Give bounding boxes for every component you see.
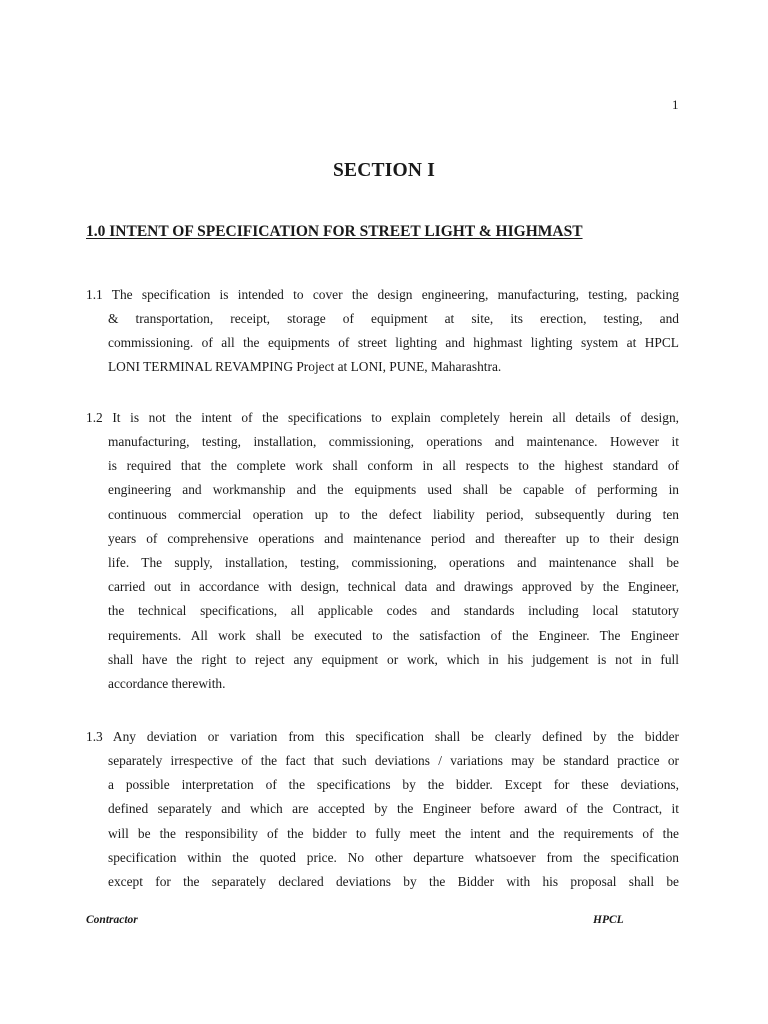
paragraph-line: LONI TERMINAL REVAMPING Project at LONI, PUNE, Maharashtra. [108,359,502,374]
footer-contractor: Contractor [86,914,138,926]
paragraph-line: manufacturing, testing, installation, commissioning, operations and maintenance. However it [108,434,679,449]
paragraph-line: is required that the complete work shall conform in all respects to the highest standard of [108,458,679,473]
paragraph-line: the technical specifications, all applicable codes and standards including local statutory [108,603,679,618]
paragraph-line: carried out in accordance with design, technical data and drawings approved by the Engineer, [108,579,679,594]
paragraph-line: 1.1 The specification is intended to cover the design engineering, manufacturing, testing, packing [86,287,679,302]
paragraph-line: requirements. All work shall be executed to the satisfaction of the Engineer. The Engineer [108,628,679,643]
paragraph-line: continuous commercial operation up to the defect liability period, subsequently during ten [108,507,679,522]
paragraph-line: years of comprehensive operations and maintenance period and thereafter up to their design [108,531,679,546]
footer-hpcl: HPCL [593,914,624,926]
paragraph-line: will be the responsibility of the bidder to fully meet the intent and the requirements of the [108,826,679,841]
paragraph-line: engineering and workmanship and the equipments used shall be capable of performing in [108,482,679,497]
section-title: SECTION I [332,160,436,181]
paragraph-line: commissioning. of all the equipments of street lighting and highmast lighting system at HPCL [108,335,679,350]
paragraph-line: specification within the quoted price. No other departure whatsoever from the specification [108,850,679,865]
paragraph-line: defined separately and which are accepted by the Engineer before award of the Contract, it [108,801,679,816]
paragraph-line: accordance therewith. [108,676,226,691]
paragraph-line: a possible interpretation of the specifications by the bidder. Except for these deviations, [108,777,679,792]
paragraph-line: life. The supply, installation, testing, commissioning, operations and maintenance shall be [108,555,679,570]
section-heading: 1.0 INTENT OF SPECIFICATION FOR STREET LIGHT & HIGHMAST [86,223,583,240]
paragraph-line: & transportation, receipt, storage of equipment at site, its erection, testing, and [108,311,679,326]
paragraph-line: except for the separately declared deviations by the Bidder with his proposal shall be [108,874,679,889]
paragraph-line: 1.3 Any deviation or variation from this specification shall be clearly defined by the bidder [86,729,679,744]
page-number: 1 [672,97,679,112]
paragraph-line: shall have the right to reject any equipment or work, which in his judgement is not in full [108,652,679,667]
paragraph-line: separately irrespective of the fact that such deviations / variations may be standard practice or [108,753,679,768]
paragraph-line: 1.2 It is not the intent of the specifications to explain completely herein all details of design, [86,410,679,425]
